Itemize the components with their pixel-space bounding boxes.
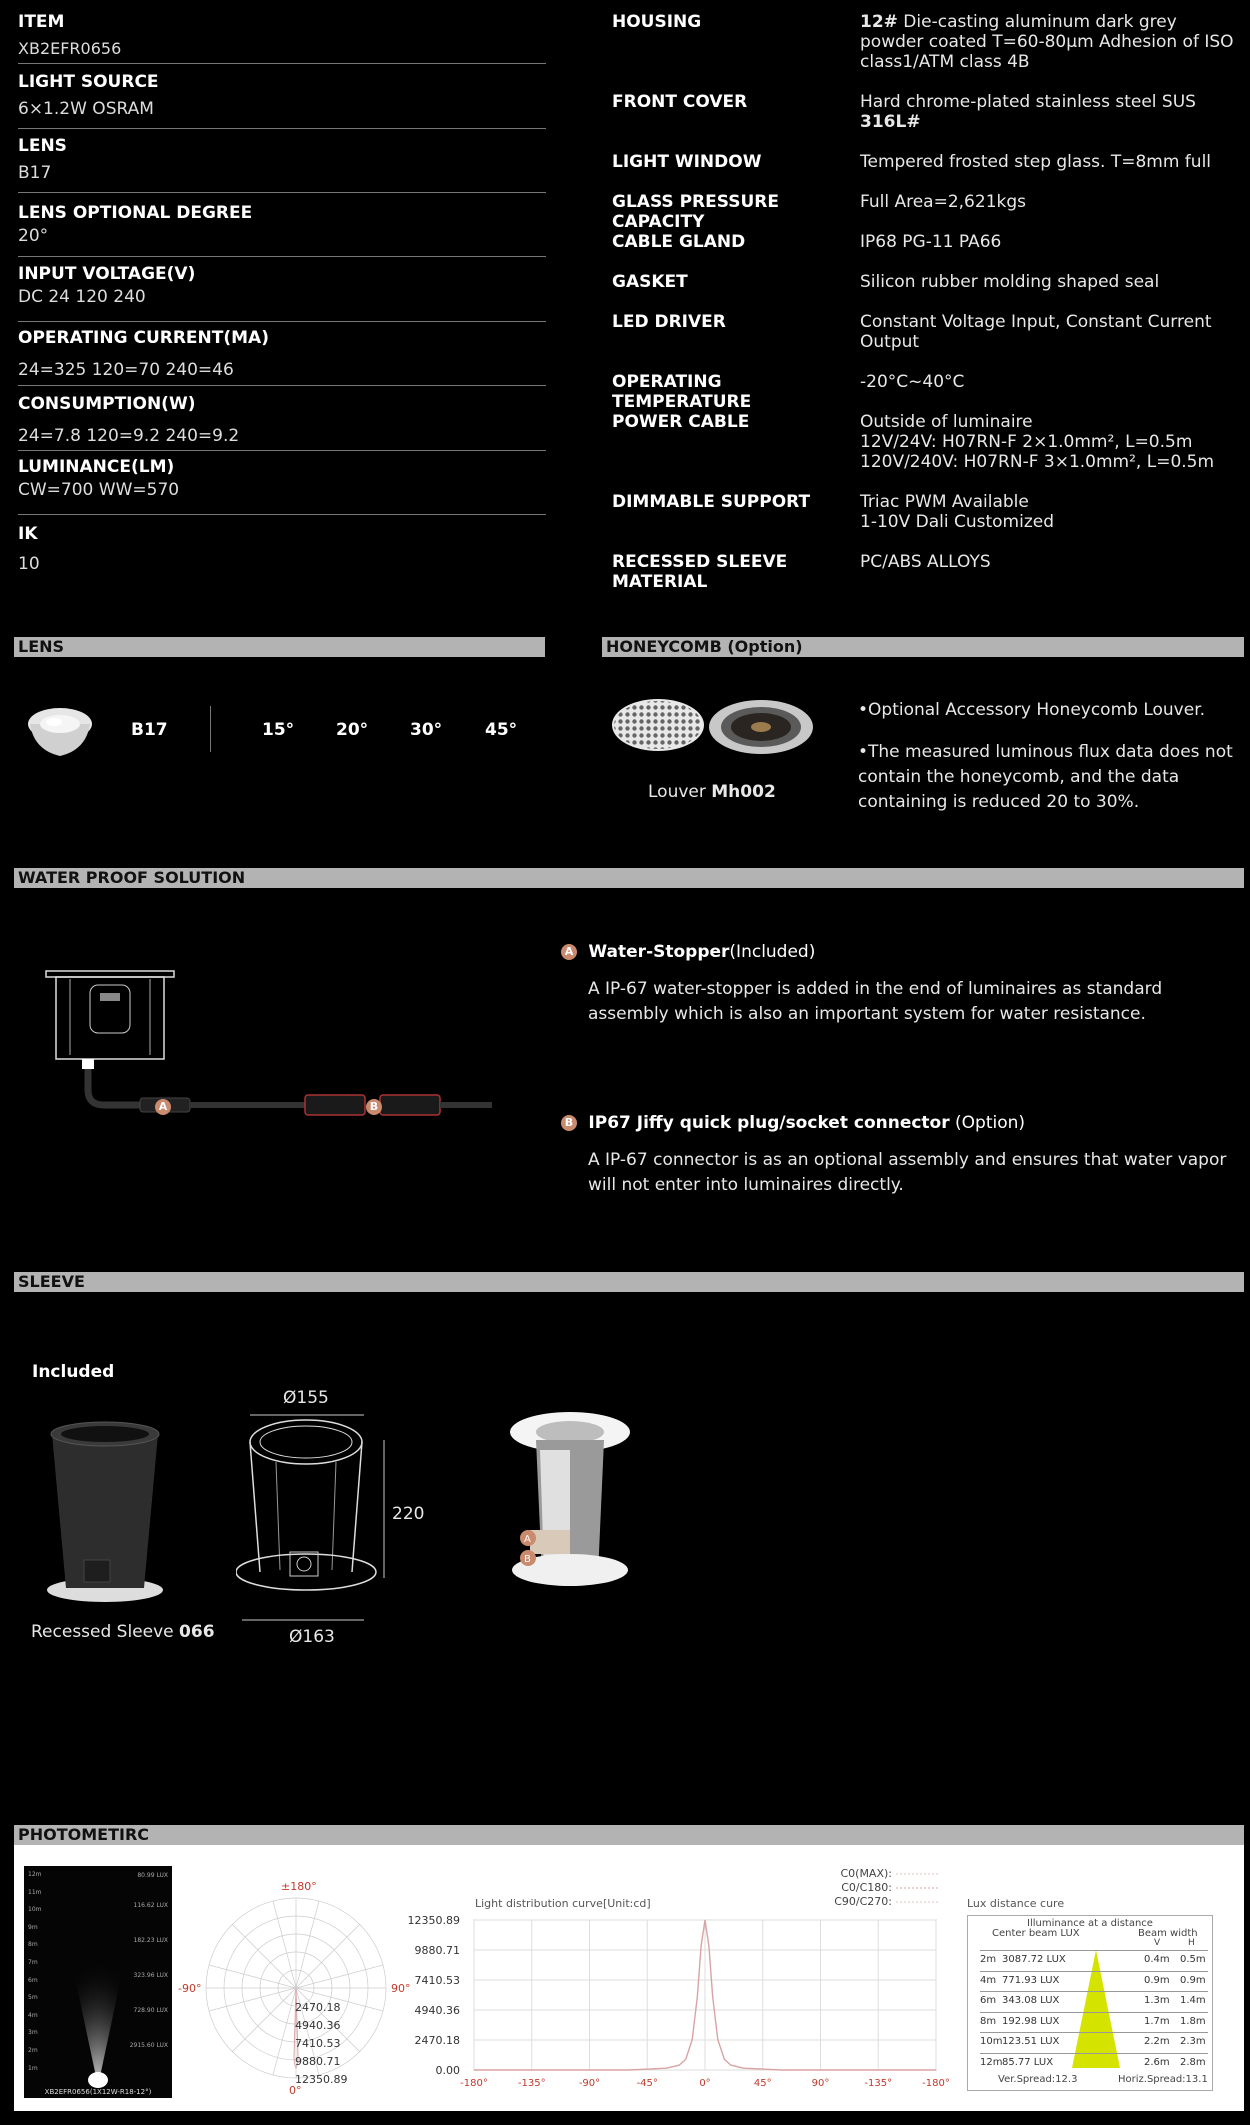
spec-value-bold: 316L# [860,112,921,132]
lux-cell-v: 0.9m [1144,1974,1170,1986]
spec-label: RECESSED SLEEVE MATERIAL [612,552,788,592]
lens-degree: 45° [485,720,518,740]
lux-row [980,1950,1208,1971]
spec-label: OPERATING CURRENT(MA) [18,328,269,348]
lux-table-title: Illuminance at a distance [1027,1918,1153,1929]
legend-item: C90/C270: [834,1895,892,1908]
lux-cell-lux: 3087.72 LUX [1002,1954,1066,1965]
honeycomb-section-header: HONEYCOMB (Option) [602,637,1244,657]
lux-rows [980,1950,1208,2073]
legend-swatches [892,1867,942,1909]
lux-cell-lux: 771.93 LUX [1002,1974,1060,1986]
lux-cell-h: 1.8m [1180,2015,1206,2027]
lux-label: 80.99 LUX [137,1872,168,1879]
lens-degree: 30° [410,720,443,740]
spec-value [860,12,1240,72]
spec-item [18,264,546,322]
lux-cell-h: 2.3m [1180,2036,1206,2047]
x-tick-label: 0° [699,2078,711,2089]
spec-value-bold: 12# [860,12,898,32]
curve-legend [780,1867,892,1909]
lux-cell-d: 12m [980,2056,1003,2068]
spec-item [18,72,546,129]
lux-cell-lux: 343.08 LUX [1002,1995,1060,2006]
honeycomb-caption [648,782,776,802]
spec-value-line: 1-10V Dali Customized [860,512,1054,532]
spec-label: GASKET [612,272,688,292]
spec-value: 6×1.2W OSRAM [18,99,154,119]
svg-text:A: A [524,1534,531,1545]
sleeve-section-header: SLEEVE [14,1272,1244,1292]
sleeve-drawing [236,1412,396,1632]
polar-ring-label: 2470.18 [295,2001,341,2014]
sleeve-dim-top: Ø155 [283,1388,329,1408]
lens-divider [210,706,211,752]
polar-ring-label: 4940.36 [295,2019,341,2032]
connector-title: IP67 Jiffy quick plug/socket connector [588,1113,950,1133]
lux-row [980,2053,1208,2074]
spec-label: LENS OPTIONAL DEGREE [18,203,253,223]
badge-b: B [366,1099,382,1115]
spec-value: Constant Voltage Input, Constant Current Output [860,312,1212,352]
distance-tick: 5m [28,1994,38,2002]
spec-item [18,328,546,386]
distance-tick: 9m [28,1923,38,1931]
lux-col-h: H [1188,1938,1195,1948]
polar-label-top: ±180° [281,1880,317,1893]
y-tick-label: 12350.89 [407,1914,460,1927]
lux-row [980,1971,1208,1992]
curve-title: Light distribution curve[Unit:cd] [475,1897,651,1910]
hor-spread: Horiz.Spread:13.1 [1118,2074,1208,2085]
distance-tick: 2m [28,2046,38,2054]
polar-label-left: -90° [178,1982,202,1995]
spec-value-text: Hard chrome-plated stainless steel SUS [860,92,1196,112]
y-tick-label: 4940.36 [414,2004,460,2017]
spec-label: LED DRIVER [612,312,726,332]
light-distribution-chart [394,1910,954,2100]
honeycomb-bullet: •The measured luminous flux data does not contain the honeycomb, and the data containing is reduced 20 to 30%. [858,742,1233,812]
x-tick-label: -90° [578,2078,601,2089]
x-tick-label: 90° [811,2078,830,2089]
spec-label: LENS [18,136,67,156]
spec-item [18,524,546,574]
water-stopper-heading [561,942,815,962]
svg-text:B: B [524,1554,531,1565]
lux-cell-h: 1.4m [1180,1995,1206,2006]
spec-item [18,394,546,451]
y-tick-label: 9880.71 [414,1944,460,1957]
x-tick-label: -180° [922,2078,950,2089]
distance-tick: 10m [28,1906,42,1914]
distance-tick: 7m [28,1958,38,1966]
spec-label: FRONT COVER [612,92,748,112]
spec-item [18,12,546,64]
spec-label: OPERATING TEMPERATURE [612,372,752,412]
lux-cell-lux: 85.77 LUX [1002,2056,1054,2068]
spec-value: DC 24 120 240 [18,287,146,307]
connector-heading [561,1113,1025,1133]
diagram-marker-b [366,1096,382,1115]
badge-a: A [155,1099,171,1115]
lux-table-box [967,1915,1213,2091]
spec-value: IP68 PG-11 PA66 [860,232,1002,252]
y-tick-label: 0.00 [435,2064,460,2077]
spec-label: GLASS PRESSURE CAPACITY [612,192,779,232]
lux-cell-v: 2.2m [1144,2036,1170,2047]
lux-title: Lux distance cure [967,1897,1065,1910]
lux-cell-d: 10m [980,2036,1003,2047]
lux-row [980,1991,1208,2012]
lux-label: 2915.60 LUX [129,2042,168,2049]
spec-value: CW=700 WW=570 [18,480,180,500]
lux-cell-lux: 192.98 LUX [1002,2015,1060,2027]
polar-label-bottom: 0° [289,2084,302,2097]
ver-spread: Ver.Spread:12.3 [998,2074,1078,2085]
lux-col-width: Beam width [1138,1928,1198,1939]
sleeve-exploded-view [500,1410,640,1595]
distance-tick: 1m [28,2064,38,2072]
lux-cell-d: 4m [980,1974,997,1986]
lens-section-header: LENS [14,637,545,657]
spec-value-text: Die-casting aluminum dark grey powder coated T=60-80μm Adhesion of ISO class1/ATM class 4B [860,12,1234,72]
polar-ring-labels [295,1999,348,2089]
x-tick-label: -180° [460,2078,488,2089]
distance-tick: 6m [28,1976,38,1984]
x-tick-label: -135° [517,2078,546,2089]
y-tick-label: 2470.18 [414,2034,460,2047]
beam-lux-labels [130,1872,168,2049]
spec-label: POWER CABLE [612,412,750,432]
beam-distribution-image [24,1866,172,2098]
lux-cell-d: 6m [980,1995,997,2006]
spec-value-line: Triac PWM Available [860,492,1029,512]
spec-label: LIGHT WINDOW [612,152,762,172]
distance-tick: 4m [28,2011,38,2019]
y-tick-label: 7410.53 [414,1974,460,1987]
water-stopper-suffix: (Included) [729,942,816,962]
lens-degree: 15° [262,720,295,740]
spec-value: B17 [18,163,52,183]
spec-value [860,92,1240,132]
connector-suffix: (Option) [949,1113,1026,1133]
badge-b: B [561,1115,577,1131]
x-tick-label: -45° [636,2078,658,2089]
water-stopper-title: Water-Stopper [588,942,730,962]
lux-cell-v: 1.7m [1144,2015,1170,2027]
spec-value: -20°C~40°C [860,372,965,392]
beam-footer: XB2EFR0656(1X12W-R18-12°) [44,2088,152,2096]
lux-cell-h: 0.9m [1180,1974,1206,1986]
spec-value: 24=7.8 120=9.2 240=9.2 [18,426,240,446]
distance-tick: 8m [28,1941,38,1949]
spec-label: DIMMABLE SUPPORT [612,492,811,512]
lux-row [980,2032,1208,2053]
spec-value: 20° [18,226,49,246]
lux-cell-v: 2.6m [1144,2056,1170,2068]
honeycomb-louver-image [610,697,706,753]
spec-label: CONSUMPTION(W) [18,394,196,414]
sleeve-included-label: Included [32,1362,115,1382]
lux-label: 728.90 LUX [133,2007,168,2014]
honeycomb-luminaire-image [706,697,816,757]
spec-item [18,136,546,193]
diagram-marker-a [155,1096,171,1115]
spec-value: 24=325 120=70 240=46 [18,360,234,380]
distance-tick: 3m [28,2029,38,2037]
legend-item: C0(MAX): [840,1867,892,1880]
spec-value [860,412,1240,472]
lux-cell-v: 1.3m [1144,1995,1170,2006]
spec-label: IK [18,524,38,544]
photometric-section-header: PHOTOMETIRC [14,1825,1244,1845]
lux-label: 182.23 LUX [133,1937,168,1944]
x-tick-label: 45° [753,2078,772,2089]
lux-label: 116.62 LUX [133,1902,168,1909]
waterproof-section-header: WATER PROOF SOLUTION [14,868,1244,888]
sleeve-caption [31,1622,215,1642]
polar-ring-label: 9880.71 [295,2055,341,2068]
spec-label: ITEM [18,12,65,32]
spec-label: LIGHT SOURCE [18,72,159,92]
lux-row [980,2012,1208,2033]
lens-name: B17 [131,720,168,740]
lux-cell-h: 2.8m [1180,2056,1206,2068]
spec-label: CABLE GLAND [612,232,746,252]
lens-image [24,700,96,762]
spec-value: Full Area=2,621kgs [860,192,1026,212]
spec-item [18,203,546,257]
lux-col-v: V [1154,1938,1161,1948]
spec-value: PC/ABS ALLOYS [860,552,991,572]
spec-label: INPUT VOLTAGE(V) [18,264,196,284]
spec-value: XB2EFR0656 [18,39,122,58]
spec-item [18,457,546,515]
lux-cell-d: 2m [980,1954,997,1965]
spec-value-line: Outside of luminaire [860,412,1033,432]
sleeve-model: 066 [179,1622,215,1642]
waterproof-diagram [40,965,500,1145]
spec-value-line: 12V/24V: H07RN-F 2×1.0mm², L=0.5m [860,432,1193,452]
badge-a: A [561,944,577,960]
lux-cell-v: 0.4m [1144,1954,1170,1965]
sleeve-dim-height: 220 [392,1504,425,1524]
water-stopper-text: A IP-67 water-stopper is added in the end of luminaires as standard assembly which is also an important system for water resistance. [588,979,1163,1024]
lux-cell-lux: 123.51 LUX [1002,2036,1060,2047]
sleeve-caption-text: Recessed Sleeve [31,1622,180,1642]
spec-value: Silicon rubber molding shaped seal [860,272,1160,292]
sleeve-photo [40,1420,170,1605]
distance-tick: 12m [28,1871,42,1878]
spec-value-line: 120V/240V: H07RN-F 3×1.0mm², L=0.5m [860,452,1215,472]
spec-value: 10 [18,554,40,574]
polar-label-right: 90° [391,1982,411,1995]
lens-degree: 20° [336,720,369,740]
distance-tick: 11m [28,1888,42,1896]
lux-col-center: Center beam LUX [992,1928,1080,1939]
spec-label: HOUSING [612,12,702,32]
spec-label: LUMINANCE(LM) [18,457,175,477]
spec-value: Tempered frosted step glass. T=8mm full [860,152,1212,172]
lux-cell-h: 0.5m [1180,1954,1206,1965]
honeycomb-bullet: •Optional Accessory Honeycomb Louver. [858,700,1206,720]
spec-value [860,492,1240,532]
sleeve-dim-bottom: Ø163 [289,1627,335,1647]
polar-ring-label: 7410.53 [295,2037,341,2050]
lux-cell-d: 8m [980,2015,997,2027]
x-tick-label: -135° [864,2078,893,2089]
honeycomb-caption-text: Louver [648,782,712,802]
honeycomb-model: Mh002 [711,782,776,802]
polar-ring-label: 12350.89 [295,2073,348,2086]
lux-label: 323.96 LUX [133,1972,168,1979]
legend-item: C0/C180: [841,1881,892,1894]
connector-text: A IP-67 connector is as an optional assembly and ensures that water vapor will not enter into luminaires directly. [588,1150,1227,1195]
